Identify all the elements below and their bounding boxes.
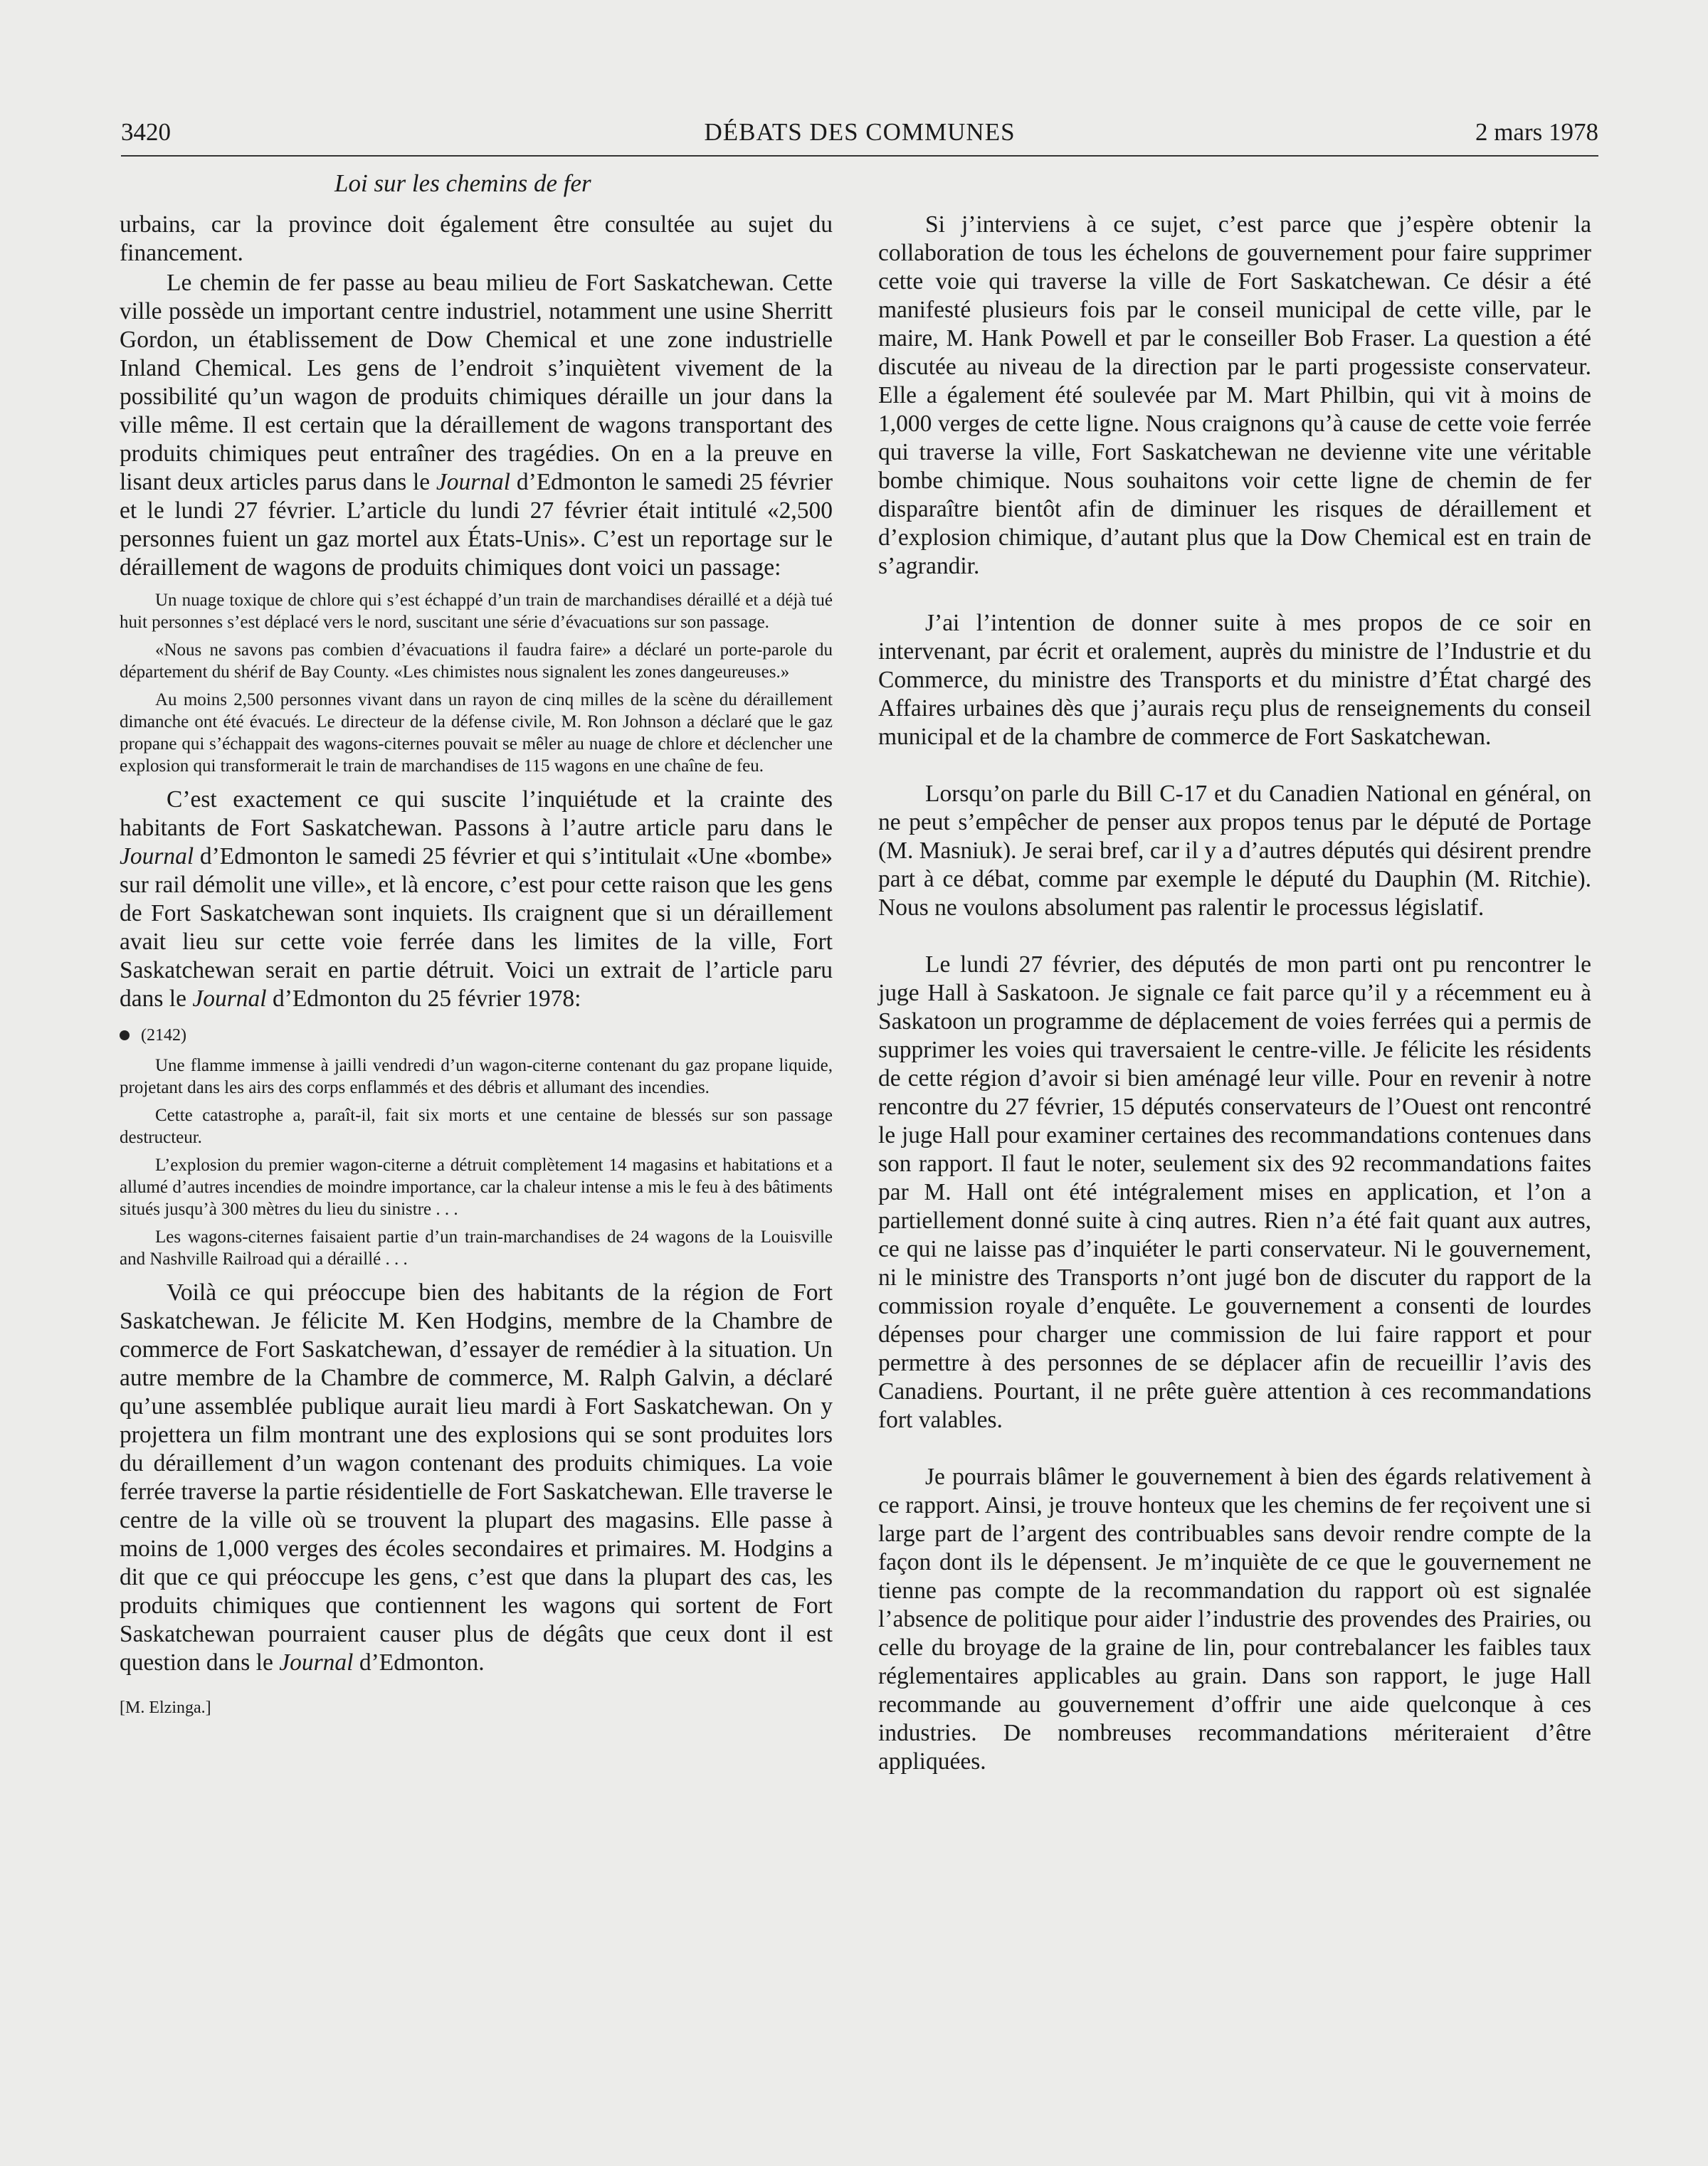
text: d’Edmonton le samedi 25 février et qui s’intitulait «Une «bombe» sur rail démolit une ville», et là encore, c’est pour cette raison que les gens de Fort Saskatchewan sont inquiets. Ils craignent que si un déraillement avait lieu sur cette voie ferrée dans les limites de la ville, Fort Saskatchewan serait en partie détruit. Voici un extrait de l’article paru dans le xyxy=(120,843,833,1012)
text: Voilà ce qui préoccupe bien des habitants de la région de Fort Saskatchewan. Je félicite M. Ken Hodgins, membre de la Chambre de commerce de Fort Saskatchewan, d’essayer de remédier à la situation. Un autre membre de la Chambre de commerce, M. Ralph Galvin, a déclaré qu’une assemblée publique aurait lieu mardi à Fort Saskatchewan. On y projettera un film montrant une des explosions qui se sont produites lors du déraillement d’un wagon contenant des produits chimiques. La voie ferrée traverse la partie résidentielle de Fort Saskatchewan. Elle traverse le centre de la ville où se trouvent la plupart des magasins. Elle passe à moins de 1,000 verges des écoles secondaires et primaires. M. Hodgins a dit que ce qui préoccupe les gens, c’est que dans la plupart des cas, les produits chimiques que contiennent les wagons qui sortent de Fort Saskatchewan pourraient causer plus de dégâts que ceux dont il est question dans le xyxy=(120,1279,833,1676)
text: d’Edmonton. xyxy=(353,1649,485,1676)
journal-name: Journal xyxy=(436,469,511,495)
page-header xyxy=(121,112,1598,157)
bullet-icon xyxy=(120,1030,130,1040)
text: C’est exactement ce qui suscite l’inquiétude et la crainte des habitants de Fort Saskatchewan. Passons à l’autre article paru dans le xyxy=(120,786,833,841)
quote-block xyxy=(120,1055,833,1270)
quote-paragraph: L’explosion du premier wagon-citerne a détruit complètement 14 magasins et habitations et a allumé d’autres incendies de moindre importance, car la chaleur intense a mis le feu à des bâtiments situés jusqu’à 300 mètres du lieu du sinistre . . . xyxy=(120,1156,833,1219)
left-column xyxy=(120,211,833,1718)
page-number: 3420 xyxy=(121,118,171,146)
speaker-attribution: [M. Elzinga.] xyxy=(120,1699,211,1717)
paragraph: J’ai l’intention de donner suite à mes propos de ce soir en intervenant, par écrit et oralement, auprès du ministre de l’Industrie et du Commerce, du ministre des Transports et du ministre d’État chargé des Affaires urbaines dès que j’aurais reçu plus de renseignements du conseil municipal et de la chambre de commerce de Fort Saskatchewan. xyxy=(878,610,1591,750)
paragraph: urbains, car la province doit également être consultée au sujet du financement. xyxy=(120,211,833,266)
quote-paragraph: Au moins 2,500 personnes vivant dans un rayon de cinq milles de la scène du déraillement dimanche ont été évacués. Le directeur de la défense civile, M. Ron Johnson a déclaré que le gaz propane qui s’échappait des wagons-citernes pouvait se mêler au nuage de chlore et déclencher une explosion qui transformerait le train de marchandises de 115 wagons en une chaîne de feu. xyxy=(120,690,833,776)
quote-paragraph: Un nuage toxique de chlore qui s’est échappé d’un train de marchandises déraillé et a déjà tué huit personnes s’est déplacé vers le nord, suscitant une série d’évacuations sur son passage. xyxy=(120,591,833,632)
right-column xyxy=(878,211,1591,1776)
paragraph xyxy=(120,786,833,1013)
timestamp-marker xyxy=(120,1023,833,1047)
running-title: Loi sur les chemins de fer xyxy=(334,169,591,197)
paragraph xyxy=(120,1279,833,1677)
journal-name: Journal xyxy=(192,986,267,1012)
quote-paragraph: «Nous ne savons pas combien d’évacuations il faudra faire» a déclaré un porte-parole du département du shérif de Bay County. «Les chimistes nous signalent les zones dangeureuses.» xyxy=(120,640,833,682)
paragraph: Si j’interviens à ce sujet, c’est parce que j’espère obtenir la collaboration de tous les échelons de gouvernement pour faire supprimer cette voie qui traverse la ville de Fort Saskatchewan. Ce désir a été manifesté plusieurs fois par le conseil municipal de cette ville, par le maire, M. Hank Powell et par le conseiller Bob Fraser. La question a été discutée au niveau de la direction par le parti progessiste conservateur. Elle a également été soulevée par M. Mart Philbin, qui vit à moins de 1,000 verges de cette ligne. Nous craignons qu’à cause de cette voie ferrée qui traverse la ville, Fort Saskatchewan ne devienne vite une véritable bombe chimique. Nous souhaitons voir cette ligne de chemin de fer disparaître bientôt afin de diminuer les risques de déraillement et d’explosion chimique, d’autant plus que la Dow Chemical est en train de s’agrandir. xyxy=(878,211,1591,579)
journal-title: DÉBATS DES COMMUNES xyxy=(704,118,1016,146)
quote-paragraph: Une flamme immense à jailli vendredi d’un wagon-citerne contenant du gaz propane liquide, projetant dans les airs des corps enflammés et des débris et allumant des incendies. xyxy=(120,1056,833,1097)
page-date: 2 mars 1978 xyxy=(1475,118,1598,146)
paragraph: Je pourrais blâmer le gouvernement à bien des égards relativement à ce rapport. Ainsi, je trouve honteux que les chemins de fer reçoivent une si large part de l’argent des contribuables sans devoir rendre compte de la façon dont ils le dépensent. Je m’inquiète de ce que le gouvernement ne tienne pas compte de la recommandation du rapport où est signalée l’absence de politique pour aider l’industrie des provendes des Prairies, ou celle du broyage de la graine de lin, pour contrebalancer les faibles taux réglementaires applicables au grain. Dans son rapport, le juge Hall recommande au gouvernement d’offrir une aide quelconque à ces industries. De nombreuses recommandations mériteraient d’être appliquées. xyxy=(878,1464,1591,1775)
text: d’Edmonton du 25 février 1978: xyxy=(266,986,581,1012)
paragraph: Le lundi 27 février, des députés de mon parti ont pu rencontrer le juge Hall à Saskatoon. Je signale ce fait parce qu’il y a récemment eu à Saskatoon un programme de déplacement de voies ferrées qui a permis de supprimer les voies qui traversaient le centre-ville. Je félicite les résidents de cette région d’avoir si bien aménagé leur ville. Pour en revenir à notre rencontre du 27 février, 15 députés conservateurs de l’Ouest ont rencontré le juge Hall pour examiner certaines des recommandations contenues dans son rapport. Il faut le noter, seulement six des 92 recommandations faites par M. Hall ont été intégralement mises en application, et l’on a partiellement donné suite à cinq autres. Rien n’a été fait quant aux autres, ce qui ne laisse pas d’inquiéter le parti conservateur. Ni le gouvernement, ni le ministre des Transports n’ont jugé bon de discuter du rapport de la commission royale d’enquête. Le gouvernement a consenti de lourdes dépenses pour charger une commission de lui faire rapport et pour permettre à des personnes de se déplacer afin de recueillir l’avis des Canadiens. Pourtant, il ne prête guère attention à ces recommandations fort valables. xyxy=(878,951,1591,1433)
timestamp: (2142) xyxy=(141,1026,186,1045)
text: Le chemin de fer passe au beau milieu de Fort Saskatchewan. Cette ville possède un important centre industriel, notamment une usine Sherritt Gordon, un établissement de Dow Chemical et une zone industrielle Inland Chemical. Les gens de l’endroit s’inquiètent vivement de la possibilité qu’un wagon de produits chimiques déraille un jour dans la ville même. Il est certain que la déraillement de wagons transportant des produits chimiques peut entraîner des tragédies. On en a la preuve en lisant deux articles parus dans le xyxy=(120,270,833,495)
paragraph: Lorsqu’on parle du Bill C-17 et du Canadien National en général, on ne peut s’empêcher de penser aux propos tenus par le député de Portage (M. Masniuk). Je serai bref, car il y a d’autres députés qui désirent prendre part à ce débat, comme par exemple le député du Dauphin (M. Ritchie). Nous ne voulons absolument pas ralentir le processus législatif. xyxy=(878,781,1591,921)
journal-name: Journal xyxy=(279,1649,354,1676)
quote-paragraph: Cette catastrophe a, paraît-il, fait six morts et une centaine de blessés sur son passage destructeur. xyxy=(120,1106,833,1147)
journal-name: Journal xyxy=(120,843,194,870)
quote-block xyxy=(120,589,833,777)
text: d’Edmonton le samedi 25 février et le lundi 27 février. L’article du lundi 27 février était intitulé «2,500 personnes fuient un gaz mortel aux États-Unis». C’est un reportage sur le déraillement de wagons de produits chimiques dont voici un passage: xyxy=(120,469,833,581)
paragraph xyxy=(120,269,833,582)
quote-paragraph: Les wagons-citernes faisaient partie d’un train-marchandises de 24 wagons de la Louisville and Nashville Railroad qui a déraillé . . . xyxy=(120,1227,833,1269)
